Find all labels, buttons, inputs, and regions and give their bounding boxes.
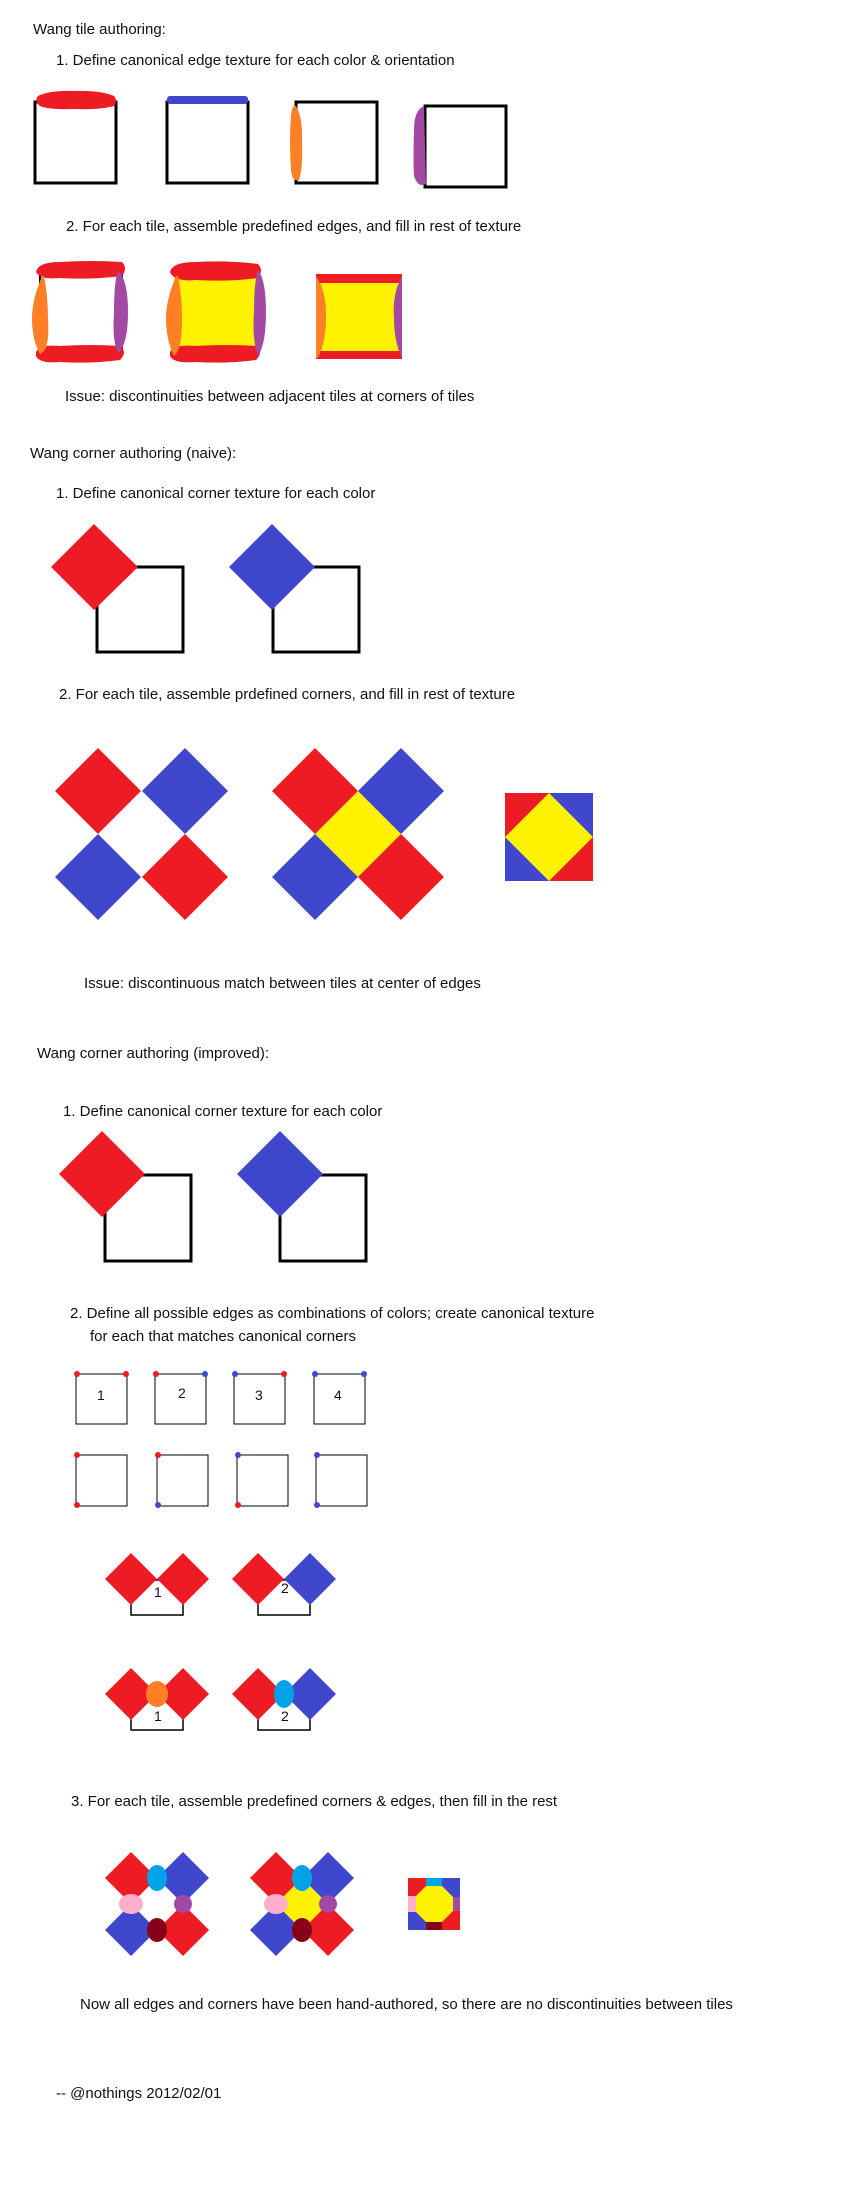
signature: -- @nothings 2012/02/01 [56,2085,222,2102]
section2-title: Wang corner authoring (naive): [30,445,237,462]
edge-combo-left-3 [235,1452,288,1508]
section3-step3: 3. For each tile, assemble predefined corners & edges, then fill in the rest [71,1793,558,1810]
section3-step1: 1. Define canonical corner texture for each color [63,1103,383,1120]
section1-step2: 2. For each tile, assemble predefined edges, and fill in rest of texture [66,218,522,235]
edge-number-3: 3 [255,1387,263,1403]
edge-combo-left-2 [155,1452,208,1508]
naive-tile-filled [272,748,444,920]
edge-combination-grid [74,1371,367,1508]
edge-combo-left-1 [74,1452,127,1508]
edge-combo-left-4 [314,1452,367,1508]
edge-number-1: 1 [97,1387,105,1403]
section2-step1: 1. Define canonical corner texture for each color [56,485,376,502]
improved-tile-small [408,1878,460,1930]
corner-pair-number-2: 2 [281,1580,289,1596]
section2-step2: 2. For each tile, assemble prdefined corners, and fill in rest of texture [59,686,516,703]
corner-pair-2 [232,1553,336,1615]
improved-tile-filled [250,1852,354,1956]
corner-pair-1-with-edge [105,1668,209,1730]
naive-tile-outline [55,748,228,920]
edge-texture-top-red [35,91,116,183]
improved-tile-outline [105,1852,209,1956]
edge-texture-top-blue [167,96,248,183]
edge-texture-left-purple [414,106,507,187]
corner-pair-edge-number-1: 1 [154,1708,162,1724]
section1-step1: 1. Define canonical edge texture for each color & orientation [56,52,455,69]
section1-title: Wang tile authoring: [33,21,166,38]
section3-title: Wang corner authoring (improved): [37,1045,270,1062]
edge-tile-outline [32,261,128,363]
naive-tile-small [505,793,593,881]
section1-issue: Issue: discontinuities between adjacent tiles at corners of tiles [65,388,475,405]
edge-tile-small [316,274,402,359]
section3-step2-line2: for each that matches canonical corners [90,1328,356,1345]
section3-conclusion: Now all edges and corners have been hand-authored, so there are no discontinuities between tiles [80,1996,733,2013]
edge-tile-filled [166,261,266,362]
naive-corner-red [51,524,183,652]
naive-corner-blue [229,524,359,652]
edge-texture-left-orange [290,102,377,183]
corner-pair-number-1: 1 [154,1584,162,1600]
section3-step2-line1: 2. Define all possible edges as combinations of colors; create canonical texture [70,1305,595,1322]
corner-pair-edge-number-2: 2 [281,1708,289,1724]
improved-corner-red [59,1131,191,1261]
section2-issue: Issue: discontinuous match between tiles at center of edges [84,975,481,992]
edge-number-2: 2 [178,1385,186,1401]
corner-pair-1 [105,1553,209,1615]
edge-number-4: 4 [334,1387,342,1403]
improved-corner-blue [237,1131,366,1261]
corner-pair-2-with-edge [232,1668,336,1730]
